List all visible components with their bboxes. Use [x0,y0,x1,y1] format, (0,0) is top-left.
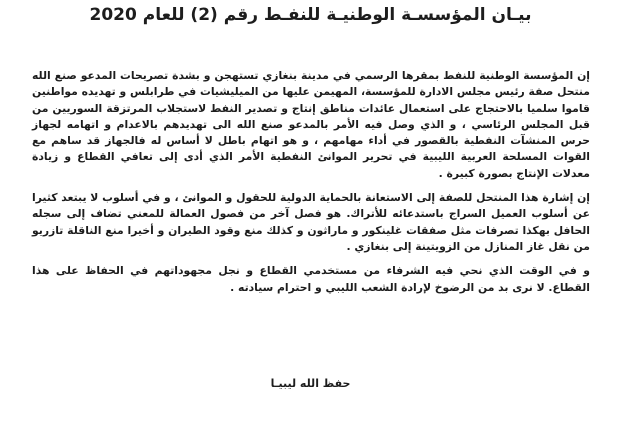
statement-paragraph: و في الوقت الذي نحي فيه الشرفاء من مستخدمي القطاع و نجل مجهوداتهم في الحفاظ على هذا القطاع. لا نرى بد من الرضوخ لإرادة الشعب الليبي و احترام سيادته . [32,264,590,294]
statement-title: بيـان المؤسسـة الوطنيـة للنفـط رقم (2) للعام 2020 [89,5,532,25]
closing-phrase: حفظ الله ليبيـا [270,377,351,390]
statement-body [32,68,590,304]
statement-paragraph: إن إشارة هذا المنتحل للصفة إلى الاستعانة بالحماية الدولية للحقول و الموانئ ، و في أسلوب لا يبتعد كثيرا عن أسلوب العميل السراج باستدعائه للأتراك. هو فصل آخر من فصول العمالة للمعني تضاف إلى سجله الحافل بهكذا تصرفات مثل صفقات غلينكور و ماراثون و كذلك منع وقود الطيران و أخيرا منع الناقلة تازريو من نقل غاز المنازل من الزويتينة إلى بنغازي . [32,191,590,253]
statement-paragraph: إن المؤسسة الوطنية للنفط بمقرها الرسمي في مدينة بنغازي تستهجن و بشدة تصريحات المدعو صنع الله منتحل صفة رئيس مجلس الادارة للمؤسسة، المهيمن عليها من الميليشيات في طرابلس و تهديده مواطنين قاموا سلميا بالاحتجاج على استعمال عائدات مناطق إنتاج و تصدير النفط لاستجلاب المرتزقة السوريين من قبل المجلس الرئاسي ، و الذي وصل فيه الأمر بالمدعو صنع الله الى تهديدهم بالاعدام و اتهامه لجهاز حرس المنشآت النفطية بالقصور في أداء مهامهم ، و هو اتهام باطل لا أساس له فالجهاز قد ساهم مع القوات المسلحة العربية الليبية في تحرير الموانئ النفطية الأمر الذي أدى إلى تعافي القطاع و زيادة معدلات الإنتاج بصورة كبيرة . [32,69,590,180]
